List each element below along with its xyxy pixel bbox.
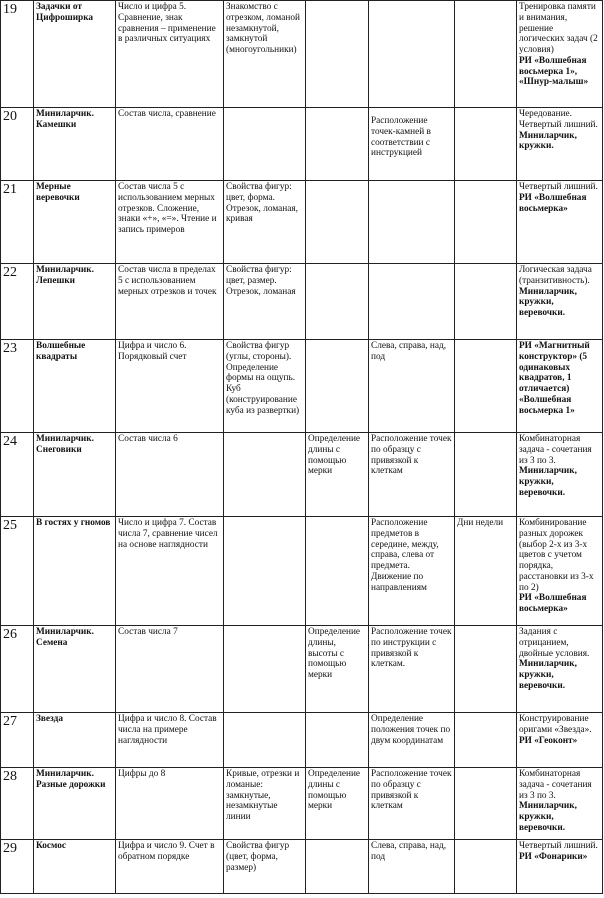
- time-content: [455, 713, 517, 768]
- logic-materials: РИ «Волшебная восьмерка»: [519, 192, 587, 214]
- lesson-title: Мерные веревочки: [34, 181, 116, 264]
- lesson-title: Задачки от Цифроширка: [34, 1, 116, 108]
- logic-materials: РИ «Волшебная восьмерка»: [519, 593, 587, 615]
- geometry-content: [224, 713, 306, 768]
- time-content: [455, 1, 517, 108]
- measurement-content: [306, 713, 369, 768]
- logic-content: [517, 264, 603, 340]
- logic-text: Логическая задача (транзитивность).: [519, 265, 592, 286]
- lesson-number: 20: [1, 108, 34, 181]
- number-content: Состав числа в пределах 5 с использованием мерных отрезков и точек: [116, 264, 224, 340]
- time-content: [455, 626, 517, 713]
- lesson-number: 23: [1, 340, 34, 433]
- logic-text: Чередование. Четвертый лишний.: [519, 109, 598, 130]
- measurement-content: [306, 340, 369, 433]
- number-content: Состав числа 5 с использованием мерных отрезков. Сложение, знаки «+», «=». Чтение и запись примеров: [116, 181, 224, 264]
- logic-content: [517, 181, 603, 264]
- number-content: Состав числа 6: [116, 433, 224, 517]
- logic-text: Комбинирование разных дорожек (выбор 2-х из 3-х цветов с учетом порядка, расстановки из 3-х по 2): [519, 518, 594, 593]
- table-row: [1, 840, 603, 894]
- time-content: [455, 181, 517, 264]
- logic-materials: Миниларчик, кружки, веревочки.: [519, 801, 577, 833]
- time-content: [455, 340, 517, 433]
- measurement-content: [306, 108, 369, 181]
- logic-content: [517, 768, 603, 840]
- logic-materials: РИ «Магнитный конструктор» (5 одинаковых квадратов, 1 отличается) «Волшебная восьмерка 1»: [519, 341, 590, 416]
- number-content: Состав числа, сравнение: [116, 108, 224, 181]
- table-row: [1, 1, 603, 108]
- number-content: Цифры до 8: [116, 768, 224, 840]
- time-content: Дни недели: [455, 517, 517, 626]
- lesson-title: Миниларчик. Разные дорожки: [34, 768, 116, 840]
- lesson-title: Волшебные квадраты: [34, 340, 116, 433]
- lesson-title: В гостях у гномов: [34, 517, 116, 626]
- orientation-content: Расположение точек-камней в соответствии с инструкцией: [369, 108, 455, 181]
- geometry-content: [224, 108, 306, 181]
- orientation-content: [369, 1, 455, 108]
- time-content: [455, 108, 517, 181]
- orientation-content: Расположение точек по образцу с привязкой к клеткам: [369, 768, 455, 840]
- logic-text: Тренировка памяти и внимания, решение логических задач (2 условия): [519, 2, 598, 56]
- number-content: Состав числа 7: [116, 626, 224, 713]
- logic-content: [517, 517, 603, 626]
- logic-content: [517, 340, 603, 433]
- lesson-title: Миниларчик. Семена: [34, 626, 116, 713]
- time-content: [455, 840, 517, 894]
- orientation-content: Слева, справа, над, под: [369, 340, 455, 433]
- measurement-content: [306, 264, 369, 340]
- lesson-title: Звезда: [34, 713, 116, 768]
- table-body: [1, 1, 603, 894]
- number-content: Число и цифра 5. Сравнение, знак сравнения – применение в различных ситуациях: [116, 1, 224, 108]
- logic-content: [517, 626, 603, 713]
- lesson-number: 19: [1, 1, 34, 108]
- table-row: [1, 264, 603, 340]
- measurement-content: Определение длины, высоты с помощью мерки: [306, 626, 369, 713]
- measurement-content: [306, 181, 369, 264]
- logic-content: [517, 713, 603, 768]
- lesson-title: Миниларчик. Камешки: [34, 108, 116, 181]
- logic-materials: Миниларчик, кружки.: [519, 130, 577, 152]
- orientation-content: Расположение точек по инструкции с привязкой к клеткам.: [369, 626, 455, 713]
- measurement-content: [306, 1, 369, 108]
- orientation-content: Расположение предметов в середине, между, справа, слева от предмета. Движение по направлениям: [369, 517, 455, 626]
- logic-content: [517, 108, 603, 181]
- logic-materials: РИ «Фонарики»: [519, 851, 588, 862]
- orientation-content: Определение положения точек по двум координатам: [369, 713, 455, 768]
- measurement-content: Определение длины с помощью мерки: [306, 433, 369, 517]
- table-row: [1, 181, 603, 264]
- logic-text: Четвертый лишний.: [519, 182, 598, 192]
- table-row: [1, 108, 603, 181]
- table-row: [1, 433, 603, 517]
- logic-text: Комбинаторная задача - сочетания из 3 по 3.: [519, 434, 592, 466]
- measurement-content: Определение длины с помощью мерки: [306, 768, 369, 840]
- table-row: [1, 713, 603, 768]
- logic-text: Конструирование оригами «Звезда».: [519, 714, 592, 735]
- table-row: [1, 626, 603, 713]
- geometry-content: Знакомство с отрезком, ломаной незамкнутой, замкнутой (многоугольники): [224, 1, 306, 108]
- logic-materials: Миниларчик, кружки, веревочки.: [519, 659, 577, 691]
- number-content: Цифра и число 9. Счет в обратном порядке: [116, 840, 224, 894]
- lesson-title: Миниларчик. Лепешки: [34, 264, 116, 340]
- time-content: [455, 433, 517, 517]
- time-content: [455, 264, 517, 340]
- lesson-number: 27: [1, 713, 34, 768]
- logic-content: [517, 1, 603, 108]
- measurement-content: [306, 840, 369, 894]
- measurement-content: [306, 517, 369, 626]
- lesson-number: 24: [1, 433, 34, 517]
- logic-materials: Миниларчик, кружки, веревочки.: [519, 286, 577, 319]
- lesson-number: 28: [1, 768, 34, 840]
- lesson-number: 21: [1, 181, 34, 264]
- orientation-content: [369, 181, 455, 264]
- logic-content: [517, 840, 603, 894]
- orientation-content: Слева, справа, над, под: [369, 840, 455, 894]
- lesson-number: 29: [1, 840, 34, 894]
- geometry-content: [224, 517, 306, 626]
- geometry-content: Свойства фигур: цвет, размер. Отрезок, ломаная: [224, 264, 306, 340]
- lesson-number: 25: [1, 517, 34, 626]
- lesson-number: 22: [1, 264, 34, 340]
- geometry-content: Свойства фигур (цвет, форма, размер): [224, 840, 306, 894]
- logic-text: Четвертый лишний.: [519, 841, 598, 851]
- geometry-content: [224, 626, 306, 713]
- orientation-content: [369, 264, 455, 340]
- geometry-content: Кривые, отрезки и ломаные: замкнутые, незамкнутые линии: [224, 768, 306, 840]
- orientation-content: Расположение точек по образцу с привязкой к клеткам: [369, 433, 455, 517]
- lesson-number: 26: [1, 626, 34, 713]
- table-row: [1, 340, 603, 433]
- table-row: [1, 517, 603, 626]
- logic-materials: РИ «Волшебная восьмерка 1», «Шнур-малыш»: [519, 55, 589, 88]
- table-row: [1, 768, 603, 840]
- number-content: Цифра и число 6. Порядковый счет: [116, 340, 224, 433]
- geometry-content: Свойства фигур: цвет, форма. Отрезок, ломаная, кривая: [224, 181, 306, 264]
- logic-content: [517, 433, 603, 517]
- logic-text: Комбинаторная задача - сочетания из 3 по 3.: [519, 769, 592, 801]
- lesson-title: Космос: [34, 840, 116, 894]
- logic-materials: РИ «Геоконт»: [519, 735, 578, 746]
- logic-materials: Миниларчик, кружки, веревочки.: [519, 466, 577, 498]
- geometry-content: Свойства фигур (углы, стороны). Определение формы на ощупь. Куб (конструирование куба из развертки): [224, 340, 306, 433]
- number-content: Цифра и число 8. Состав числа на примере наглядности: [116, 713, 224, 768]
- logic-text: Задания с отрицанием, двойные условия.: [519, 627, 590, 659]
- lesson-title: Миниларчик. Снеговики: [34, 433, 116, 517]
- time-content: [455, 768, 517, 840]
- geometry-content: [224, 433, 306, 517]
- number-content: Число и цифра 7. Состав числа 7, сравнение чисел на основе наглядности: [116, 517, 224, 626]
